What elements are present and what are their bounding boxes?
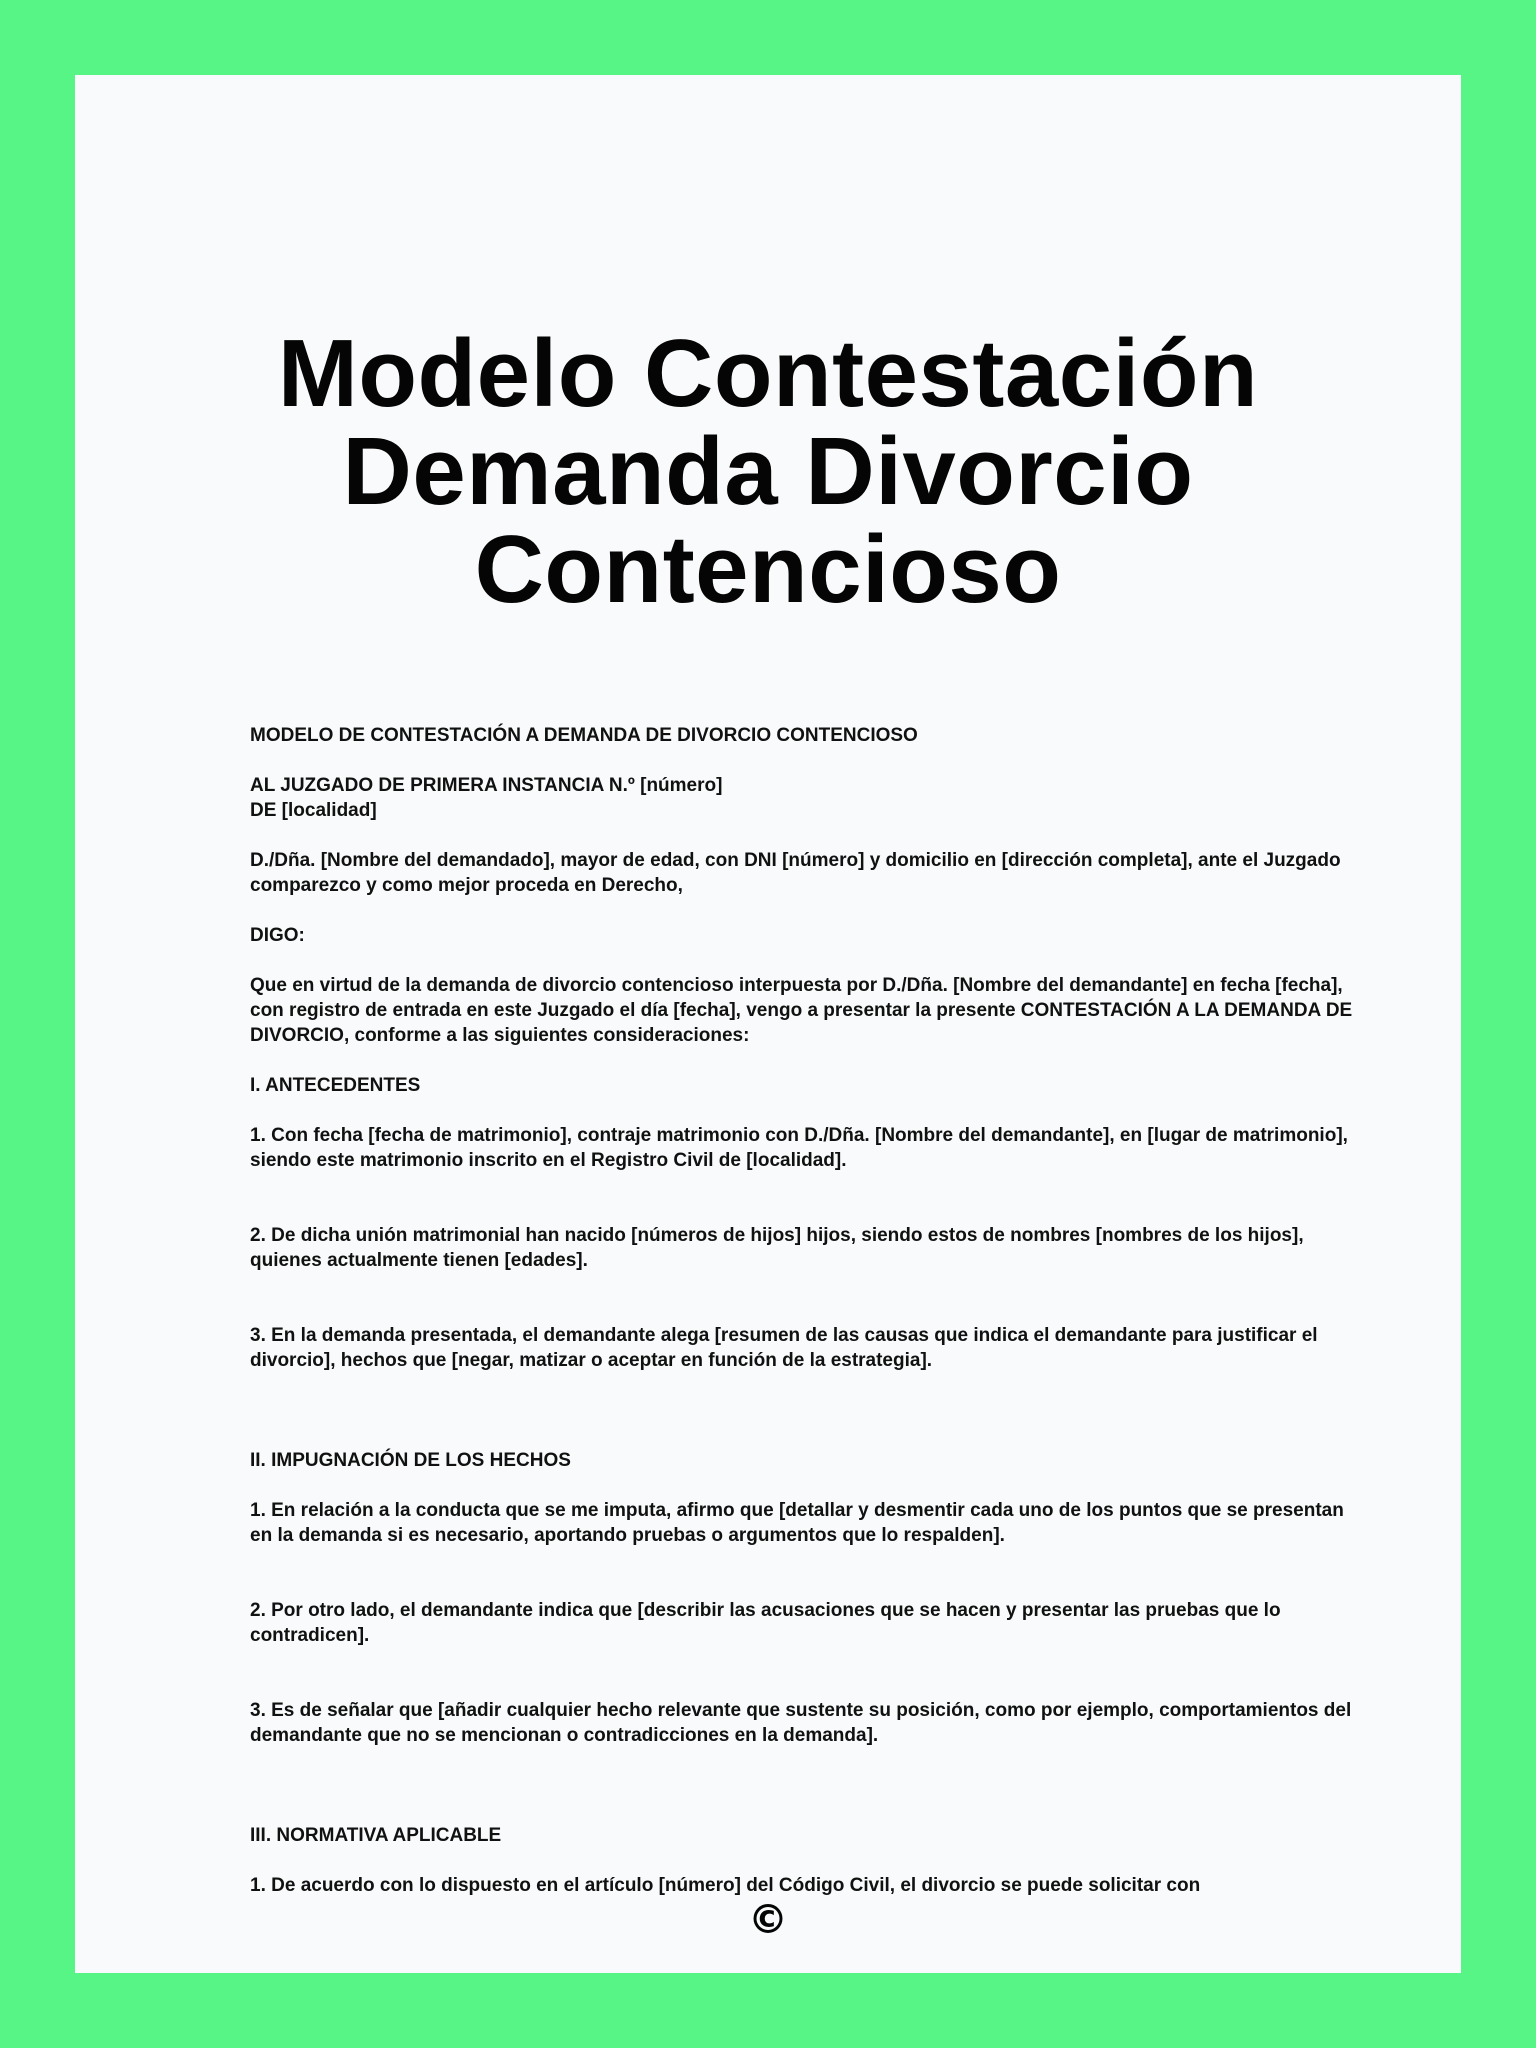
numbered-paragraph: 1. En relación a la conducta que se me imputa, afirmo que [detallar y desmentir cada uno de los puntos que se presentan en la demanda si es necesario, aportando pruebas o argumentos que lo respalden]. — [250, 1500, 1344, 1546]
numbered-paragraph: 2. Por otro lado, el demandante indica que [describir las acusaciones que se hacen y presentar las pruebas que lo contradicen]. — [250, 1600, 1281, 1646]
document-body — [250, 723, 1370, 1898]
section-heading: I. ANTECEDENTES — [250, 1075, 421, 1096]
section-heading: III. NORMATIVA APLICABLE — [250, 1825, 502, 1846]
title-line: Contencioso — [474, 516, 1062, 623]
document-title — [75, 320, 1461, 623]
intro-paragraph: Que en virtud de la demanda de divorcio contencioso interpuesta por D./Dña. [Nombre del demandante] en fecha [fecha], con registro de entrada en este Juzgado el día [fecha], vengo a presentar la presente CONTESTACIÓN A LA DEMANDA DE DIVORCIO, conforme a las siguientes consideraciones: — [250, 975, 1353, 1046]
numbered-paragraph: 3. En la demanda presentada, el demandante alega [resumen de las causas que indica el demandante para justificar el divorcio], hechos que [negar, matizar o aceptar en función de la estrategia]. — [250, 1325, 1318, 1371]
numbered-paragraph: 1. Con fecha [fecha de matrimonio], contraje matrimonio con D./Dña. [Nombre del demandante], en [lugar de matrimonio], siendo este matrimonio inscrito en el Registro Civil de [localidad]. — [250, 1125, 1348, 1171]
numbered-paragraph: 3. Es de señalar que [añadir cualquier hecho relevante que sustente su posición, como por ejemplo, comportamientos del demandante que no se mencionan o contradicciones en la demanda]. — [250, 1700, 1352, 1746]
digo-paragraph: DIGO: — [250, 925, 305, 946]
section-heading: II. IMPUGNACIÓN DE LOS HECHOS — [250, 1450, 571, 1471]
copyright-icon: © — [748, 1897, 788, 1943]
court-address-line: AL JUZGADO DE PRIMERA INSTANCIA N.º [número] — [250, 775, 723, 796]
numbered-paragraph: 1. De acuerdo con lo dispuesto en el artículo [número] del Código Civil, el divorcio se puede solicitar con — [250, 1875, 1201, 1896]
document-page — [75, 75, 1461, 1973]
title-line: Modelo Contestación — [277, 320, 1259, 427]
court-address-line: DE [localidad] — [250, 800, 377, 821]
document-heading: MODELO DE CONTESTACIÓN A DEMANDA DE DIVORCIO CONTENCIOSO — [250, 725, 918, 746]
title-line: Demanda Divorcio — [342, 418, 1194, 525]
defendant-paragraph: D./Dña. [Nombre del demandado], mayor de edad, con DNI [número] y domicilio en [dirección completa], ante el Juzgado comparezco y como mejor proceda en Derecho, — [250, 850, 1341, 896]
numbered-paragraph: 2. De dicha unión matrimonial han nacido [números de hijos] hijos, siendo estos de nombres [nombres de los hijos], quienes actualmente tienen [edades]. — [250, 1225, 1304, 1271]
